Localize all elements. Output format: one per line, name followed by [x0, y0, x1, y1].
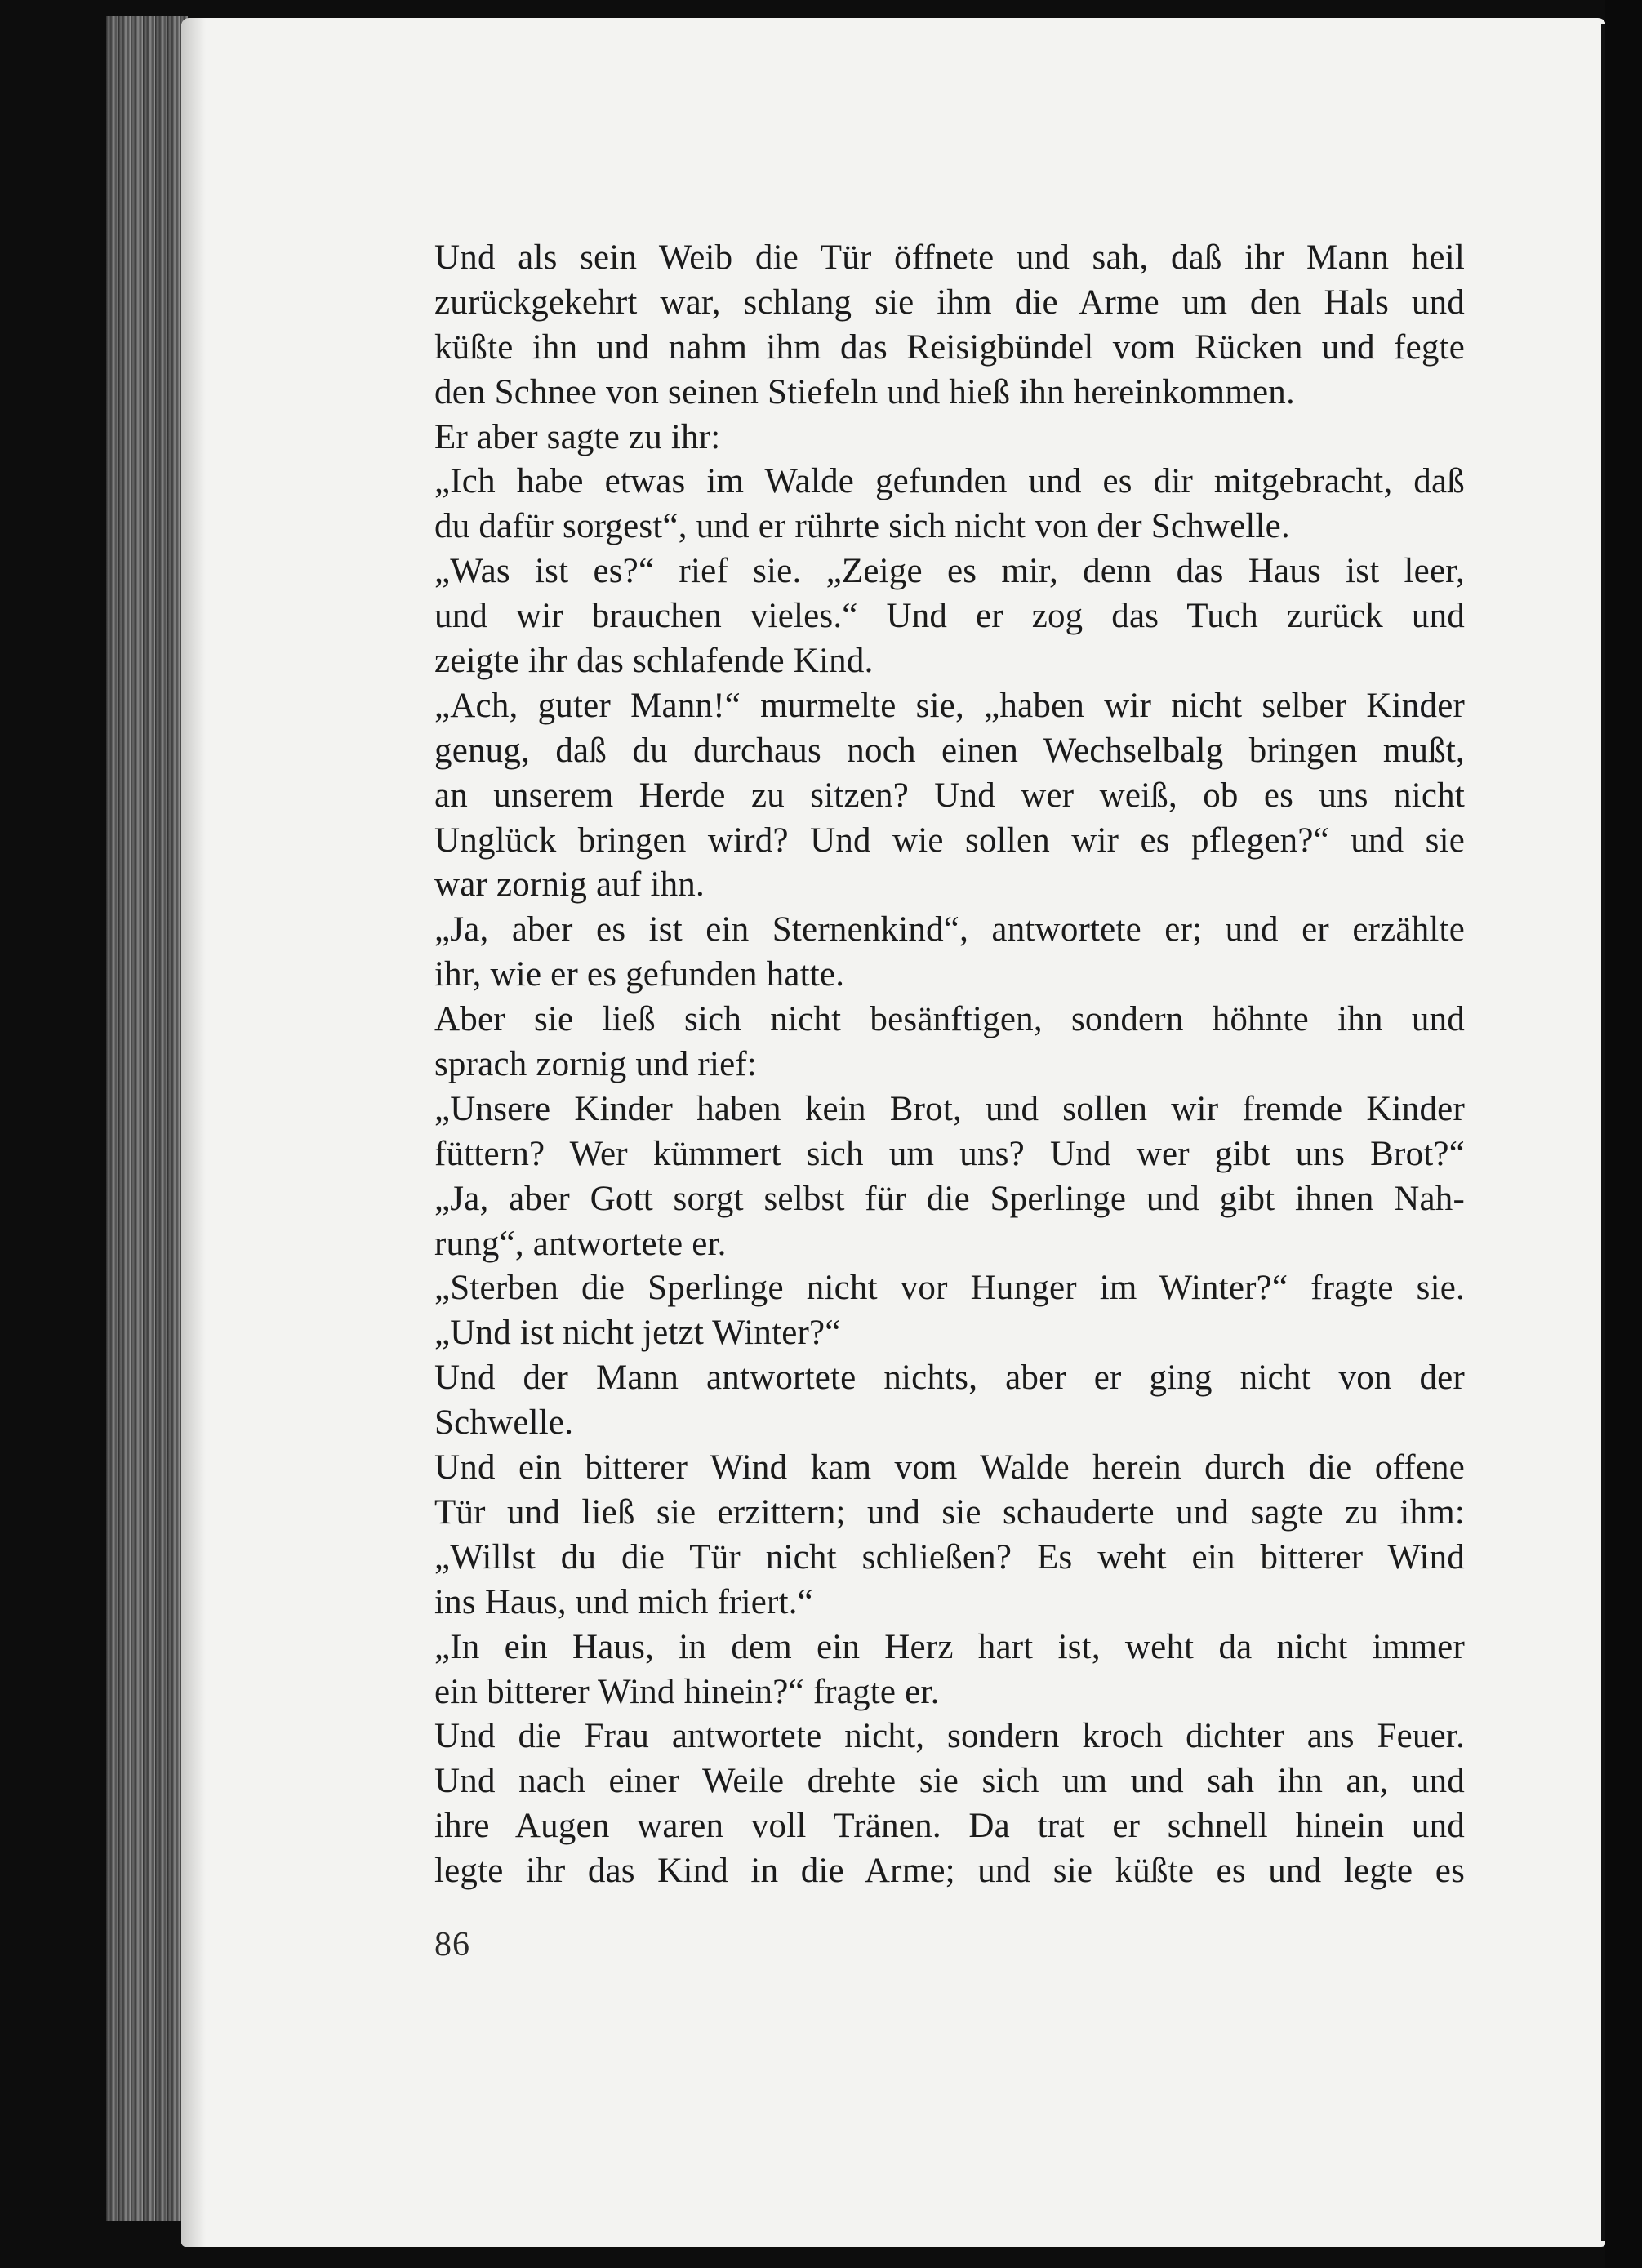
text-line: füttern? Wer kümmert sich um uns? Und wer gibt uns Brot?“ — [434, 1134, 1465, 1173]
text-line: Er aber sagte zu ihr: — [434, 417, 721, 456]
text-line: „Ja, aber Gott sorgt selbst für die Sperlinge und gibt ihnen Nah- — [434, 1179, 1465, 1218]
text-line: Tür und ließ sie erzittern; und sie schauderte und sagte zu ihm: — [434, 1492, 1465, 1532]
text-line: Und nach einer Weile drehte sie sich um und sah ihn an, und — [434, 1762, 1465, 1801]
text-line: Und der Mann antwortete nichts, aber er ging nicht von der — [434, 1359, 1465, 1398]
text-line: Unglück bringen wird? Und wie sollen wir es pflegen?“ und sie — [434, 820, 1465, 860]
text-line: genug, daß du durchaus noch einen Wechselbalg bringen mußt, — [434, 731, 1465, 770]
text-line: „Ich habe etwas im Walde gefunden und es dir mitgebracht, daß — [434, 462, 1465, 501]
text-line: küßte ihn und nahm ihm das Reisigbündel vom Rücken und fegte — [434, 327, 1465, 367]
text-line: zeigte ihr das schlafende Kind. — [434, 642, 874, 681]
text-line: war zornig auf ihn. — [434, 865, 705, 905]
text-line: und wir brauchen vieles.“ Und er zog das Tuch zurück und — [434, 597, 1465, 636]
text-line: legte ihr das Kind in die Arme; und sie küßte es und legte es — [434, 1852, 1465, 1891]
scan-right-margin — [1605, 0, 1642, 2268]
text-line: an unserem Herde zu sitzen? Und wer weiß, ob es uns nicht — [434, 776, 1465, 815]
text-line: du dafür sorgest“, und er rührte sich nicht von der Schwelle. — [434, 507, 1290, 546]
text-line: „Unsere Kinder haben kein Brot, und sollen wir fremde Kinder — [434, 1089, 1465, 1128]
text-line: „Und ist nicht jetzt Winter?“ — [434, 1314, 841, 1353]
text-line: „Ja, aber es ist ein Sternenkind“, antwortete er; und er erzählte — [434, 910, 1465, 949]
text-line: sprach zornig und rief: — [434, 1045, 758, 1084]
text-line: zurückgekehrt war, schlang sie ihm die Arme um den Hals und — [434, 282, 1465, 322]
text-line: Aber sie ließ sich nicht besänftigen, sondern höhnte ihn und — [434, 1000, 1465, 1039]
text-line: ein bitterer Wind hinein?“ fragte er. — [434, 1672, 940, 1711]
text-line: Und die Frau antwortete nicht, sondern kroch dichter ans Feuer. — [434, 1717, 1465, 1756]
text-line: ihr, wie er es gefunden hatte. — [434, 955, 845, 994]
text-line: Und ein bitterer Wind kam vom Walde herein durch die offene — [434, 1448, 1465, 1488]
text-line: „In ein Haus, in dem ein Herz hart ist, weht da nicht immer — [434, 1627, 1465, 1666]
text-line: den Schnee von seinen Stiefeln und hieß ihn hereinkommen. — [434, 372, 1295, 411]
text-line: „Ach, guter Mann!“ murmelte sie, „haben wir nicht selber Kinder — [434, 686, 1465, 725]
text-line: Und als sein Weib die Tür öffnete und sah, daß ihr Mann heil — [434, 238, 1465, 277]
text-line: ihre Augen waren voll Tränen. Da trat er schnell hinein und — [434, 1807, 1465, 1846]
text-line: „Sterben die Sperlinge nicht vor Hunger im Winter?“ fragte sie. — [434, 1269, 1465, 1308]
text-line: „Willst du die Tür nicht schließen? Es weht ein bitterer Wind — [434, 1537, 1465, 1576]
gutter-shadow — [181, 18, 206, 2247]
page-stack-edge — [106, 16, 188, 2221]
text-line: Schwelle. — [434, 1403, 574, 1443]
text-line: ins Haus, und mich friert.“ — [434, 1582, 813, 1621]
page-number: 86 — [434, 1926, 470, 1963]
text-line: „Was ist es?“ rief sie. „Zeige es mir, denn das Haus ist leer, — [434, 552, 1465, 591]
body-text — [434, 236, 1465, 1894]
text-line: rung“, antwortete er. — [434, 1224, 727, 1263]
